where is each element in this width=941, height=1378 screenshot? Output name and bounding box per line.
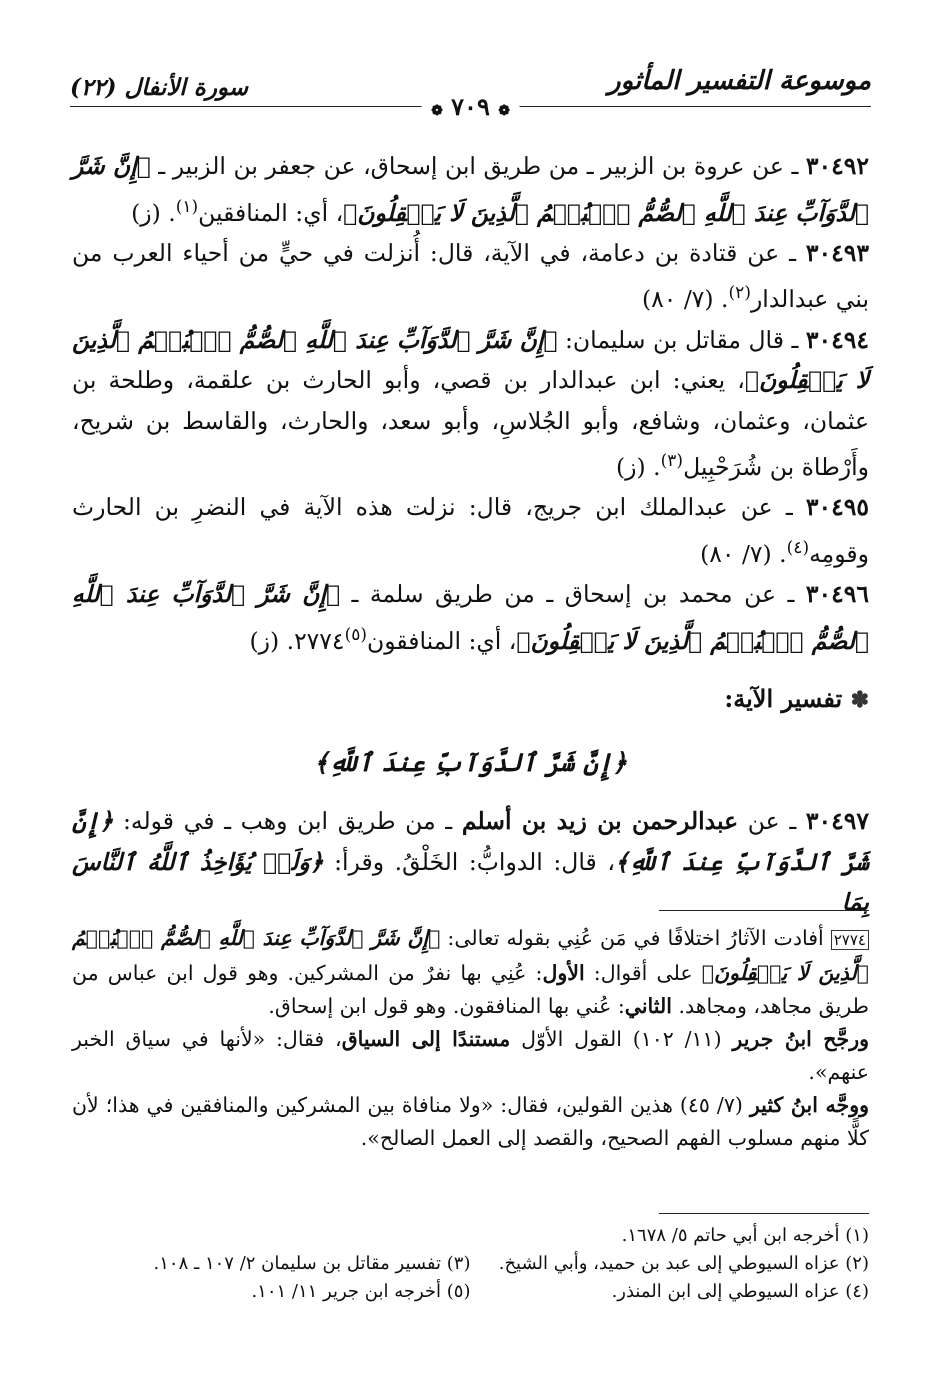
narration-source: . (٧/ ٨٠) [700, 539, 787, 568]
footnote-divider [659, 1213, 869, 1214]
narration-number: ٣٠٤٩٤ [805, 325, 869, 354]
narration-source: . (٧/ ٨٠) [641, 285, 729, 314]
commentary-number: ٢٧٧٤ [831, 930, 869, 950]
footnote-ref[interactable]: (٥) [344, 624, 367, 645]
surah-title: سورة الأنفال (٢٢) [70, 74, 249, 101]
narration-30496 [72, 574, 869, 661]
footnote-row [72, 1278, 869, 1306]
narration-number: ٣٠٤٩٦ [805, 580, 869, 609]
narration-number: ٣٠٤٩٥ [805, 493, 869, 522]
quran-verse: ﴿إِنَّ شَرَّ ٱلدَّوَآبِّ عِندَ ٱللَّهِ﴾ [72, 807, 870, 876]
page-number: ٧٠٩ [451, 92, 490, 121]
footnote-ref[interactable]: (٢) [728, 283, 751, 304]
commentary-divider [659, 910, 869, 911]
narration-text: ـ عن عروة بن الزبير ـ من طريق ابن إسحاق، عن جعفر بن الزبير ـ [150, 152, 806, 180]
narration-text: ـ عن [738, 807, 806, 836]
ornament-icon: ❁ [498, 103, 510, 119]
footnote-3: (٣) تفسير مقاتل بن سليمان ٢/ ١٠٧ ـ ١٠٨. [153, 1253, 471, 1274]
commentary-text: ، فقال: «لأنها في سياق الخبر عنهم». [72, 1027, 869, 1084]
narration-number: ٣٠٤٩٧ [805, 807, 869, 836]
quran-verse: ﴿إِنَّ شَرَّ ٱلدَّوَآبِّ عِندَ ٱللَّهِ ٱلصُّمُّ ٱلۡبُكۡمُ ٱلَّذِينَ لَا يَعۡقِلُونَ﴾ [72, 926, 869, 985]
section-heading [72, 679, 869, 721]
footnote-ref[interactable]: (١) [175, 196, 199, 217]
footnote-5: (٥) أخرجه ابن جرير ١١/ ١٠١. [251, 1281, 471, 1302]
quran-verse: ﴿إِنَّ شَرَّ ٱلدَّوَآبِّ عِندَ ٱللَّهِ ٱلصُّمُّ ٱلۡبُكۡمُ ٱلَّذِينَ لَا يَعۡقِلُونَ﴾ [72, 580, 869, 655]
first-label: الأول [542, 961, 585, 985]
narration-source: . (ز) [131, 198, 176, 227]
narration-text: ـ عن قتادة بن دعامة، في الآية، قال: أُنزلت في حيٍّ من أحياء العرب من بني عبدالدار [72, 238, 869, 314]
scholar-name: ووجَّه ابنُ كثير [749, 1093, 869, 1117]
ayah-heading: ﴿إِنَّ شَرَّ ٱلدَّوَآبِّ عِندَ ٱللَّهِ﴾ [313, 747, 628, 777]
quran-verse: ﴿إِنَّ شَرَّ ٱلدَّوَآبِّ عِندَ ٱللَّهِ ٱلصُّمُّ ٱلۡبُكۡمُ ٱلَّذِينَ لَا يَعۡقِلُونَ﴾ [72, 325, 870, 395]
narration-30495 [72, 487, 869, 574]
book-title: موسوعة التفسير المأثور [608, 66, 871, 96]
footnotes [72, 1222, 869, 1306]
section-title: تفسير الآية: [724, 684, 843, 714]
narration-source: . (ز) [616, 452, 661, 481]
narration-30494 [72, 320, 869, 488]
footnote-ref[interactable]: (٤) [786, 537, 810, 558]
commentary-text: (٧/ ٤٥) هذين القولين، فقال: «ولا منافاة بين المشركين والمنافقين في هذا؛ لأن كلًّا منهم مسلوب الفهم الصحيح، والقصد إلى العمل الصالح». [72, 1093, 869, 1150]
commentary-text: (١١/ ١٠٢) القول الأوّل [510, 1027, 733, 1051]
commentary-para-2 [72, 1023, 869, 1089]
footnote-2: (٢) عزاه السيوطي إلى عبد بن حميد، وأبي الشيخ. [498, 1253, 869, 1274]
narration-text: ، أي: المنافقون [366, 626, 517, 655]
narration-text: ، يعني: ابن عبدالدار بن قصي، وأبو الحارث بن علقمة، وطلحة بن عثمان، وعثمان، وشافع، وأبو الجُلاسِ، وأبو سعد، والحارث، والقاسط بن شريح، وأَرْطاة بن شُرَحْبِيل [72, 366, 869, 481]
ornament-icon: ❁ [431, 103, 443, 119]
narration-number: ٣٠٤٩٢ [805, 152, 869, 180]
narration-text: ـ قال مقاتل بن سليمان: [557, 325, 806, 354]
narration-text: ، قال: الدوابُّ: الخَلْقُ. وقرأ: [323, 847, 615, 876]
main-text [72, 146, 869, 923]
narration-text: ـ عن عبدالملك ابن جريج، قال: نزلت هذه الآية في النضرِ بن الحارث وقومِه [72, 493, 869, 568]
flower-icon: ✽ [850, 687, 869, 714]
footnote-row [72, 1250, 869, 1278]
narration-30497 [72, 801, 869, 923]
commentary-text: أفادت الآثارُ اختلافًا في مَن عُنِي بقوله تعالى: [440, 926, 831, 950]
narrator-name: عبدالرحمن بن زيد بن أسلم [461, 807, 739, 836]
commentary-para-1 [72, 922, 869, 1023]
scholar-name: ورجَّح ابنُ جرير [732, 1027, 869, 1051]
quran-verse: ﴿إِنَّ شَرَّ ٱلدَّوَآبِّ عِندَ ٱللَّهِ ٱلصُّمُّ ٱلۡبُكۡمُ ٱلَّذِينَ لَا يَعۡقِلُونَ﴾ [72, 152, 869, 227]
footnote-4: (٤) عزاه السيوطي إلى ابن المنذر. [611, 1281, 869, 1302]
footnote-ref[interactable]: (٣) [660, 451, 684, 472]
commentary-text: : عُنِي بها نفرٌ من المشركين. وهو قول ابن عباس من طريق مجاهد، ومجاهد. [72, 961, 869, 1018]
narration-text: ـ من طريق ابن وهب ـ في قوله: [113, 807, 462, 836]
narration-30492 [72, 146, 869, 233]
commentary-text: على أقوال: [584, 961, 702, 985]
page-number-block [421, 92, 520, 121]
footnote-1: (١) أخرجه ابن أبي حاتم ٥/ ١٦٧٨. [621, 1225, 869, 1246]
page-header [70, 66, 871, 122]
emphasis-text: مستندًا إلى السياق [341, 1027, 511, 1051]
narration-text: ، أي: المنافقين [198, 198, 344, 227]
commentary-para-3 [72, 1089, 869, 1155]
commentary [72, 922, 869, 1155]
narration-text: ـ عن محمد بن إسحاق ـ من طريق سلمة ـ [340, 580, 806, 609]
quran-verse: ﴿وَلَوۡ يُؤَاخِذُ ٱللَّهُ ٱلنَّاسَ بِمَا [72, 847, 869, 917]
second-label: الثاني [624, 994, 672, 1018]
commentary-text: : عُني بها المنافقون. وهو قول ابن إسحاق. [268, 994, 625, 1018]
narration-30493 [72, 233, 869, 320]
narration-source: ٢٧٧٤. (ز) [249, 626, 345, 655]
footnote-row [72, 1222, 869, 1250]
narration-number: ٣٠٤٩٣ [805, 238, 869, 267]
